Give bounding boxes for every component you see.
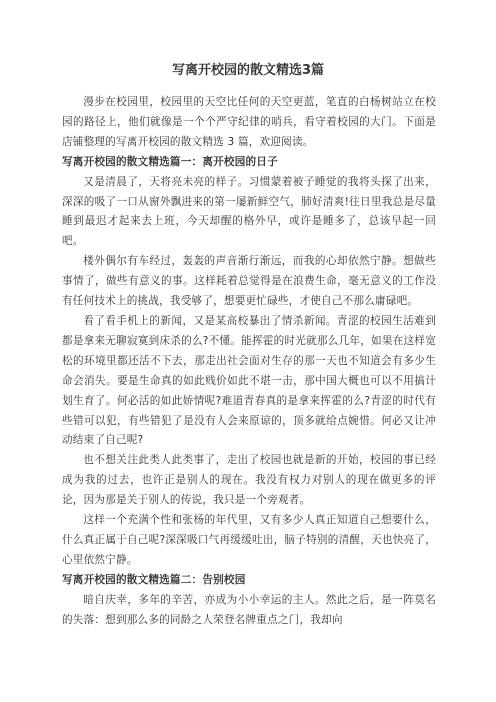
document-title: 写离开校园的散文精选3篇 [171,63,325,78]
paragraph: 也不想关注此类人此类事了，走出了校园也就是新的开始，校园的事已经成为我的过去，也许正是别人的现在。我没有权力对别人的现在做更多的评论，因为那是关于别人的传说，我只是一个旁观者。 [62,454,436,507]
paragraph: 这样一个充满个性和张杨的年代里，又有多少人真正知道自己想要什么，什么真正属于自己呢?深深吸口气再缓缓吐出，脑子特别的清醒，天也快亮了，心里依然宁静。 [62,514,436,566]
section-heading-2: 写离开校园的散文精选篇二：告别校园 [62,573,246,586]
section-heading-1: 写离开校园的散文精选篇一：离开校园的日子 [62,155,278,168]
document-body [62,93,436,630]
paragraph: 楼外偶尔有车经过，轰轰的声音渐行渐远，而我的心却依然宁静。想做些事情了，做些有意义的事。这样耗着总觉得是在浪费生命，毫无意义的工作没有任何技术上的挑战，我受够了，想要更忙碌些，才使自己不那么庸碌吧。 [62,255,436,308]
paragraph: 又是清晨了，天将亮未亮的样子。习惯蒙着被子睡觉的我将头探了出来，深深的吸了一口从窗外飘进来的第一屡新鲜空气，肺好清爽!往日里我总是尽量睡到最迟才起来去上班，今天却醒的格外早，或许是睡多了，总该早起一回吧。 [62,175,436,248]
paragraph: 暗自庆幸，多年的辛苦，亦成为小小幸运的主人。然此之后，是一阵莫名的失落：想到那么多的同龄之人荣登名牌重点之门，我却向 [62,593,436,626]
intro-paragraph: 漫步在校园里，校园里的天空比任何的天空更蓝，笔直的白杨树站立在校园的路径上，他们就像是一个个严守纪律的哨兵，看守着校园的大门。下面是店铺整理的写离开校园的散文精选 3 篇，欢迎阅读。 [62,96,436,148]
paragraph: 看了看手机上的新闻，又是某高校暴出了情杀新闻。青涩的校园生活难到都是拿来无聊寂寞到床杀的么?不懂。能挥霍的时光就那么几年，如果在这样宽松的环境里都还活不下去，那走出社会面对生存的那一天也不知道会有多少生命会消失。要是生命真的如此贱价如此不堪一击，那中国大概也可以不用搞计划生育了。何必活的如此娇情呢?难道青春真的是拿来挥霍的么?青涩的时代有些错可以犯，有些错犯了是没有人会来原谅的，顶多就给点婉惜。何必又让冲动结束了自己呢? [62,314,436,447]
